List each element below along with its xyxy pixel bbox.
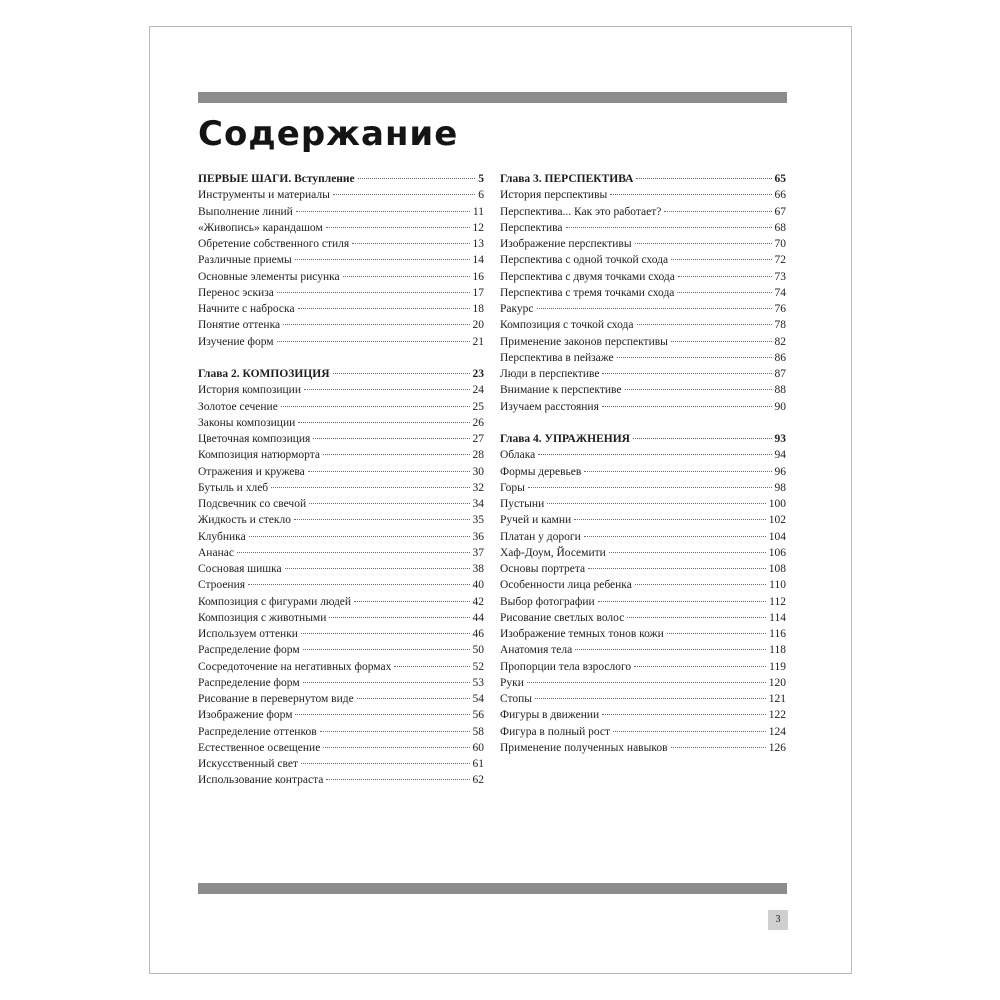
dot-leader <box>617 357 772 358</box>
toc-entry <box>500 204 786 220</box>
toc-entry <box>198 577 484 593</box>
toc-entry-title: Ракурс <box>500 303 534 315</box>
dot-leader <box>584 536 766 537</box>
toc-entry-page: 28 <box>472 449 484 462</box>
toc-entry-page: 118 <box>769 644 786 657</box>
toc-entry-page: 72 <box>774 254 786 267</box>
toc-entry <box>500 447 786 463</box>
dot-leader <box>613 731 766 732</box>
toc-entry-page: 88 <box>774 384 786 397</box>
toc-entry-title: Перспектива с двумя точками схода <box>500 270 675 283</box>
dot-leader <box>304 389 470 390</box>
toc-entry-page: 110 <box>769 579 786 592</box>
dot-leader <box>329 617 469 618</box>
toc-entry-page: 16 <box>472 270 484 283</box>
toc-entry-page: 12 <box>472 221 484 234</box>
toc-entry-page: 6 <box>478 189 484 202</box>
toc-chapter-heading <box>500 171 786 187</box>
dot-leader <box>588 568 766 569</box>
dot-leader <box>326 227 470 228</box>
dot-leader <box>343 276 470 277</box>
toc-entry-title: Различные приемы <box>198 254 292 267</box>
toc-entry <box>198 561 484 577</box>
dot-leader <box>635 243 772 244</box>
toc-entry-title: Глава 4. УПРАЖНЕНИЯ <box>500 433 630 445</box>
toc-entry <box>198 724 484 740</box>
dot-leader <box>528 487 772 488</box>
toc-entry <box>198 512 484 528</box>
toc-entry-page: 56 <box>472 709 484 722</box>
toc-entry-page: 100 <box>768 498 786 510</box>
toc-entry <box>500 366 786 382</box>
toc-entry-page: 26 <box>472 416 484 429</box>
toc-entry-page: 106 <box>768 546 786 559</box>
dot-leader <box>323 454 469 455</box>
toc-entry-title: Облака <box>500 449 536 462</box>
toc-entry-title: Ананас <box>198 546 234 559</box>
toc-entry <box>500 464 786 480</box>
dot-leader <box>308 471 470 472</box>
toc-entry-title: Глава 2. КОМПОЗИЦИЯ <box>198 368 330 380</box>
toc-entry <box>198 236 484 252</box>
toc-entry-title: Естественное освещение <box>198 741 321 754</box>
dot-leader <box>664 211 771 212</box>
toc-entry-title: Цветочная композиция <box>198 433 311 445</box>
toc-entry-title: Композиция с фигурами людей <box>198 595 352 608</box>
toc-entry-page: 70 <box>774 238 786 250</box>
dot-leader <box>277 292 470 293</box>
toc-entry-page: 46 <box>472 628 484 640</box>
toc-entry-title: Перспектива... Как это работает? <box>500 205 662 218</box>
toc-entry-page: 44 <box>472 611 484 624</box>
dot-leader <box>320 731 470 732</box>
toc-entry-title: Использование контраста <box>198 774 324 787</box>
toc-entry-title: Перспектива в пейзаже <box>500 351 614 364</box>
toc-entry <box>500 269 786 285</box>
dot-leader <box>575 649 766 650</box>
toc-entry-page: 87 <box>774 368 786 380</box>
toc-entry-title: Перенос эскиза <box>198 286 274 299</box>
toc-entry-page: 119 <box>769 660 786 673</box>
toc-entry-page: 5 <box>478 173 484 185</box>
toc-entry-page: 96 <box>774 465 786 478</box>
toc-entry-title: Сосредоточение на негативных формах <box>198 660 392 673</box>
toc-entry-title: Инструменты и материалы <box>198 189 330 202</box>
toc-entry-title: Стопы <box>500 693 533 705</box>
toc-chapter-heading <box>198 171 484 187</box>
toc-entry-title: Основы портрета <box>500 563 586 575</box>
toc-entry <box>500 334 786 350</box>
toc-entry-title: Выбор фотографии <box>500 595 595 608</box>
dot-leader <box>671 747 766 748</box>
toc-entry <box>500 529 786 545</box>
dot-leader <box>309 503 469 504</box>
dot-leader <box>303 682 470 683</box>
toc-entry-title: Формы деревьев <box>500 465 582 478</box>
toc-entry-page: 78 <box>774 319 786 332</box>
dot-leader <box>357 698 470 699</box>
toc-entry-page: 66 <box>774 189 786 202</box>
toc-entry-title: Особенности лица ребенка <box>500 579 632 592</box>
toc-entry-page: 82 <box>774 335 786 348</box>
toc-entry-page: 68 <box>774 221 786 234</box>
toc-entry-title: Рисование светлых волос <box>500 611 625 624</box>
dot-leader <box>547 503 766 504</box>
dot-leader <box>285 568 470 569</box>
toc-entry <box>500 496 786 512</box>
toc-entry-title: Изображение перспективы <box>500 238 632 250</box>
toc-entry-page: 54 <box>472 693 484 705</box>
toc-entry <box>198 187 484 203</box>
toc-entry-page: 42 <box>472 595 484 608</box>
toc-entry-title: Обретение собственного стиля <box>198 238 350 250</box>
toc-entry <box>198 252 484 268</box>
toc-entry <box>500 187 786 203</box>
dot-leader <box>625 389 772 390</box>
toc-entry-page: 65 <box>774 173 786 185</box>
toc-chapter-heading <box>198 366 484 382</box>
dot-leader <box>598 601 767 602</box>
dot-leader <box>627 617 766 618</box>
toc-entry-title: Ручей и камни <box>500 514 572 527</box>
dot-leader <box>527 682 766 683</box>
toc-entry-title: Фигуры в движении <box>500 709 600 722</box>
toc-entry-title: Глава 3. ПЕРСПЕКТИВА <box>500 173 634 185</box>
toc-entry <box>198 659 484 675</box>
toc-entry <box>198 204 484 220</box>
page-number: 3 <box>768 910 788 930</box>
toc-entry-page: 124 <box>768 725 786 738</box>
toc-entry-page: 37 <box>472 546 484 559</box>
toc-entry <box>198 707 484 723</box>
toc-entry-title: Клубника <box>198 530 246 543</box>
toc-entry-title: Сосновая шишка <box>198 563 282 575</box>
dot-leader <box>354 601 469 602</box>
toc-entry <box>198 269 484 285</box>
toc-entry-page: 30 <box>472 465 484 478</box>
toc-chapter-heading <box>500 431 786 447</box>
dot-leader <box>271 487 469 488</box>
toc-entry-title: Хаф-Доум, Йосемити <box>500 546 606 559</box>
toc-entry-page: 73 <box>774 270 786 283</box>
toc-entry <box>198 756 484 772</box>
dot-leader <box>298 422 469 423</box>
toc-entry <box>500 480 786 496</box>
dot-leader <box>633 438 772 439</box>
dot-leader <box>637 324 772 325</box>
toc-entry <box>500 545 786 561</box>
toc-entry-page: 61 <box>472 758 484 770</box>
toc-entry-title: «Живопись» карандашом <box>198 221 323 234</box>
toc-entry-page: 35 <box>472 514 484 527</box>
dot-leader <box>294 519 470 520</box>
toc-entry-page: 11 <box>472 205 484 218</box>
toc-entry <box>198 740 484 756</box>
toc-entry <box>198 285 484 301</box>
toc-entry-title: История перспективы <box>500 189 608 202</box>
toc-entry-title: Используем оттенки <box>198 628 298 640</box>
dot-leader <box>283 324 469 325</box>
toc-entry-title: Строения <box>198 579 246 592</box>
toc-entry <box>198 382 484 398</box>
toc-entry-title: История композиции <box>198 384 301 397</box>
toc-entry-title: Люди в перспективе <box>500 368 600 380</box>
dot-leader <box>566 227 772 228</box>
toc-entry-page: 126 <box>768 741 786 754</box>
toc-entry <box>198 415 484 431</box>
toc-entry-title: Подсвечник со свечой <box>198 498 307 510</box>
toc-entry-page: 24 <box>472 384 484 397</box>
toc-entry <box>500 626 786 642</box>
dot-leader <box>313 438 469 439</box>
toc-entry-page: 23 <box>472 368 484 380</box>
dot-leader <box>537 308 772 309</box>
toc-right-column <box>500 171 786 756</box>
toc-entry <box>500 399 786 415</box>
toc-entry-title: Анатомия тела <box>500 644 573 657</box>
dot-leader <box>358 178 476 179</box>
toc-entry-page: 86 <box>774 351 786 364</box>
toc-entry-title: Композиция с точкой схода <box>500 319 634 332</box>
toc-entry-page: 50 <box>472 644 484 657</box>
toc-entry-page: 62 <box>472 774 484 787</box>
toc-entry-page: 67 <box>774 205 786 218</box>
dot-leader <box>538 454 771 455</box>
dot-leader <box>249 536 470 537</box>
toc-entry <box>500 659 786 675</box>
toc-entry-page: 98 <box>774 481 786 494</box>
toc-entry-page: 17 <box>472 286 484 299</box>
toc-entry-title: Отражения и кружева <box>198 465 305 478</box>
toc-entry-page: 20 <box>472 319 484 332</box>
toc-entry <box>500 691 786 707</box>
dot-leader <box>352 243 469 244</box>
toc-entry <box>500 317 786 333</box>
toc-entry <box>198 399 484 415</box>
toc-entry-page: 32 <box>472 481 484 494</box>
toc-entry-page: 34 <box>472 498 484 510</box>
dot-leader <box>333 373 470 374</box>
dot-leader <box>394 666 469 667</box>
toc-entry <box>500 236 786 252</box>
toc-entry-title: Пустыни <box>500 498 545 510</box>
toc-entry-page: 114 <box>769 611 786 624</box>
dot-leader <box>671 259 771 260</box>
toc-entry-title: Понятие оттенка <box>198 319 281 332</box>
toc-entry-page: 13 <box>472 238 484 250</box>
section-gap <box>500 415 786 431</box>
toc-entry-page: 36 <box>472 530 484 543</box>
toc-entry <box>500 252 786 268</box>
toc-entry <box>198 220 484 236</box>
dot-leader <box>584 471 771 472</box>
toc-entry <box>500 301 786 317</box>
toc-entry <box>198 610 484 626</box>
dot-leader <box>301 633 470 634</box>
toc-entry-title: Изображение темных тонов кожи <box>500 628 664 640</box>
toc-entry-page: 60 <box>472 741 484 754</box>
toc-entry-title: Платан у дороги <box>500 530 581 543</box>
toc-entry-title: Изображение форм <box>198 709 293 722</box>
top-divider-bar <box>198 92 787 103</box>
dot-leader <box>635 584 766 585</box>
toc-entry <box>198 545 484 561</box>
toc-entry-page: 121 <box>768 693 786 705</box>
toc-entry-page: 94 <box>774 449 786 462</box>
toc-entry <box>198 480 484 496</box>
dot-leader <box>333 194 475 195</box>
toc-entry-title: ПЕРВЫЕ ШАГИ. Вступление <box>198 173 355 185</box>
toc-entry-title: Применение законов перспективы <box>500 335 668 348</box>
dot-leader <box>296 211 470 212</box>
dot-leader <box>634 666 766 667</box>
toc-entry-title: Законы композиции <box>198 416 296 429</box>
toc-entry <box>198 317 484 333</box>
toc-entry-title: Распределение оттенков <box>198 725 317 738</box>
toc-entry-page: 21 <box>472 335 484 348</box>
toc-entry-page: 52 <box>472 660 484 673</box>
toc-entry-title: Распределение форм <box>198 676 300 689</box>
toc-entry <box>198 772 484 788</box>
toc-entry <box>500 350 786 366</box>
toc-entry <box>198 642 484 658</box>
toc-entry-page: 53 <box>472 676 484 689</box>
toc-entry <box>500 382 786 398</box>
dot-leader <box>295 259 470 260</box>
toc-entry-page: 18 <box>472 303 484 315</box>
toc-entry-page: 112 <box>769 595 786 608</box>
toc-entry-title: Пропорции тела взрослого <box>500 660 632 673</box>
toc-entry-page: 25 <box>472 400 484 413</box>
toc-entry-title: Выполнение линий <box>198 205 293 218</box>
dot-leader <box>298 308 470 309</box>
toc-entry-title: Начните с наброска <box>198 303 295 315</box>
bottom-divider-bar <box>198 883 787 894</box>
toc-entry <box>198 529 484 545</box>
dot-leader <box>535 698 766 699</box>
toc-entry-page: 120 <box>768 676 786 689</box>
toc-entry <box>198 675 484 691</box>
toc-entry-title: Руки <box>500 676 524 689</box>
toc-entry <box>500 740 786 756</box>
dot-leader <box>609 552 766 553</box>
dot-leader <box>323 747 469 748</box>
toc-entry-page: 40 <box>472 579 484 592</box>
toc-entry <box>198 594 484 610</box>
toc-entry-title: Внимание к перспективе <box>500 384 622 397</box>
toc-entry-title: Рисование в перевернутом виде <box>198 693 354 705</box>
toc-entry <box>500 577 786 593</box>
toc-entry-title: Золотое сечение <box>198 400 278 413</box>
toc-entry <box>500 610 786 626</box>
toc-entry <box>500 594 786 610</box>
toc-entry-page: 108 <box>768 563 786 575</box>
toc-entry-title: Фигура в полный рост <box>500 725 611 738</box>
toc-entry-page: 122 <box>768 709 786 722</box>
toc-entry <box>198 431 484 447</box>
toc-entry-title: Композиция с животными <box>198 611 327 624</box>
toc-entry <box>500 512 786 528</box>
toc-entry <box>500 561 786 577</box>
dot-leader <box>277 341 470 342</box>
toc-entry <box>500 675 786 691</box>
dot-leader <box>636 178 771 179</box>
toc-entry <box>500 285 786 301</box>
page-title: Содержание <box>198 114 459 154</box>
toc-entry-title: Горы <box>500 481 525 494</box>
toc-entry-page: 58 <box>472 725 484 738</box>
toc-entry-page: 27 <box>472 433 484 445</box>
dot-leader <box>248 584 469 585</box>
toc-entry-title: Жидкость и стекло <box>198 514 291 527</box>
dot-leader <box>667 633 766 634</box>
toc-entry-title: Перспектива с тремя точками схода <box>500 286 675 299</box>
toc-entry <box>500 707 786 723</box>
section-gap <box>198 350 484 366</box>
toc-entry-page: 93 <box>774 433 786 445</box>
toc-entry-title: Распределение форм <box>198 644 300 657</box>
dot-leader <box>303 649 470 650</box>
toc-entry <box>198 626 484 642</box>
dot-leader <box>671 341 772 342</box>
toc-entry <box>198 334 484 350</box>
dot-leader <box>677 292 771 293</box>
toc-entry-title: Бутыль и хлеб <box>198 481 269 494</box>
dot-leader <box>678 276 772 277</box>
toc-entry <box>198 496 484 512</box>
toc-entry <box>198 691 484 707</box>
dot-leader <box>281 406 470 407</box>
toc-entry <box>198 447 484 463</box>
toc-entry-page: 116 <box>769 628 786 640</box>
toc-entry-title: Искусственный свет <box>198 758 298 770</box>
toc-left-column <box>198 171 484 789</box>
toc-entry-page: 104 <box>768 530 786 543</box>
toc-entry-page: 102 <box>768 514 786 527</box>
toc-entry <box>500 724 786 740</box>
dot-leader <box>295 714 469 715</box>
toc-entry-page: 38 <box>472 563 484 575</box>
toc-entry <box>500 642 786 658</box>
dot-leader <box>301 763 470 764</box>
dot-leader <box>602 373 771 374</box>
toc-entry-title: Применение полученных навыков <box>500 741 668 754</box>
toc-entry <box>198 464 484 480</box>
toc-entry-title: Основные элементы рисунка <box>198 270 340 283</box>
toc-entry-page: 76 <box>774 303 786 315</box>
dot-leader <box>602 406 772 407</box>
toc-entry-page: 74 <box>774 286 786 299</box>
dot-leader <box>602 714 766 715</box>
toc-entry-page: 90 <box>774 400 786 413</box>
toc-entry-title: Изучение форм <box>198 335 274 348</box>
toc-entry-page: 14 <box>472 254 484 267</box>
dot-leader <box>326 779 469 780</box>
dot-leader <box>237 552 470 553</box>
dot-leader <box>610 194 771 195</box>
toc-entry <box>198 301 484 317</box>
toc-entry-title: Изучаем расстояния <box>500 400 599 413</box>
toc-entry-title: Композиция натюрморта <box>198 449 321 462</box>
toc-entry-title: Перспектива <box>500 221 563 234</box>
dot-leader <box>574 519 766 520</box>
toc-entry-title: Перспектива с одной точкой схода <box>500 254 669 267</box>
toc-entry <box>500 220 786 236</box>
